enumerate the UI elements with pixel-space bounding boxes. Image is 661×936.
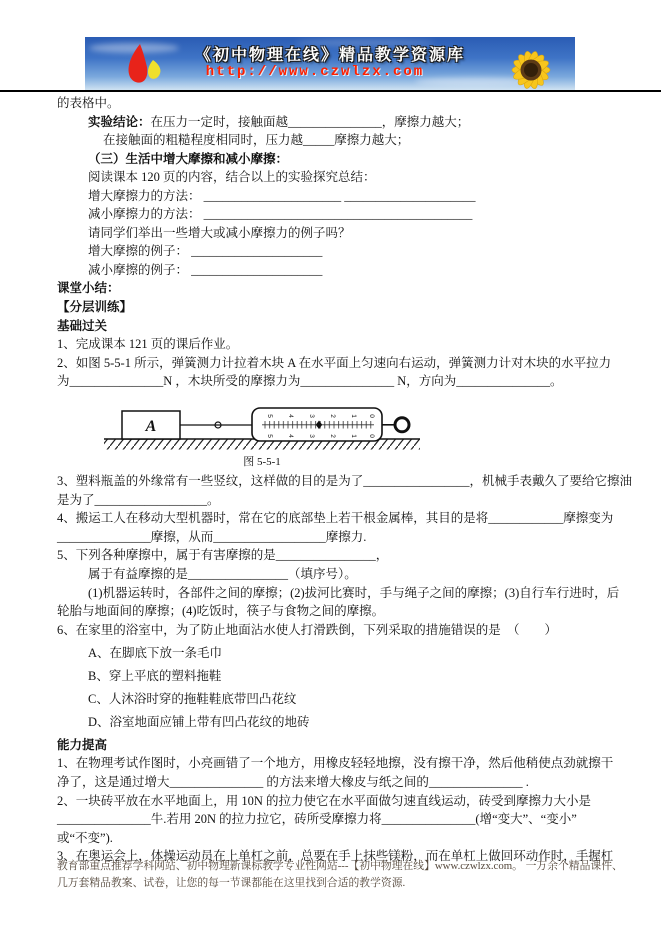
fill-in-line: 属于有益摩擦的是________________（填序号）。	[88, 567, 357, 582]
site-title: 《初中物理在线》精品教学资源库	[194, 47, 465, 64]
text-line: 1、完成课本 121 页的课后作业。	[57, 337, 239, 352]
fill-in-line: 3、塑料瓶盖的外缘常有一些竖纹，这样做的目的是为了_________________，机械手表戴久了要给它擦油	[57, 474, 633, 489]
svg-text:A: A	[145, 417, 157, 435]
svg-text:5: 5	[266, 413, 273, 418]
text-line: 3、在奥运会上，体操运动员在上单杠之前，总要在手上抹些镁粉，而在单杠上做回环动作时，手握杠	[57, 849, 614, 864]
text-line: 2、如图 5-5-1 所示，弹簧测力计拉着木块 A 在水平面上匀速向右运动，弹簧测力计对木块的水平拉力	[57, 355, 612, 370]
choice-option-b: B、穿上平底的塑料拖鞋	[88, 668, 222, 683]
text-line: 阅读课本 120 页的内容，结合以上的实验探究总结：	[88, 170, 376, 185]
text-line: 2、一块砖平放在水平地面上，用 10N 的拉力使它在水平面做匀速直线运动，砖受到摩擦力大小是	[57, 793, 592, 808]
svg-text:1: 1	[350, 413, 357, 418]
text-line: 6、在家里的浴室中，为了防止地面沾水使人打滑跌倒，下列采取的措施错误的是 （ ）	[57, 622, 558, 637]
section-heading: 基础过关	[57, 318, 108, 333]
rope	[180, 422, 252, 428]
sunflower-icon	[495, 38, 573, 90]
section-heading: 课堂小结：	[57, 281, 120, 296]
fill-in-line: 减小摩擦的例子： _____________________	[88, 262, 323, 277]
svg-text:4: 4	[287, 413, 294, 418]
svg-text:0: 0	[368, 413, 375, 418]
section-heading: （三）生活中增大摩擦和减小摩擦：	[88, 151, 289, 166]
footer-line: 教育部重点推荐学科网站、初中物理新课标教学专业性网站---【初中物理在线】www.czwlzx.com。 一万余个精品课件、	[57, 860, 623, 872]
text-line: 请同学们举出一些增大或减小摩擦力的例子吗？	[88, 225, 351, 240]
horizontal-rule	[0, 90, 661, 92]
block-a	[122, 411, 180, 439]
choice-option-d: D、浴室地面应铺上带有凹凸花纹的地砖	[88, 714, 310, 729]
section-heading: 能力提高	[57, 737, 108, 752]
text-line: 在接触面的粗糙程度相同时，压力越_____摩擦力越大；	[103, 133, 410, 148]
fill-in-line: 为_______________N ，木块所受的摩擦力为_______________ N，方向为_______________。	[57, 374, 563, 389]
page-footer	[57, 858, 623, 891]
scale-ring	[382, 418, 409, 432]
svg-text:0: 0	[368, 433, 375, 438]
section-heading: 【分层训练】	[57, 300, 133, 315]
fill-in-line: 5、下列各种摩擦中，属于有害摩擦的是________________，	[57, 548, 389, 563]
svg-text:2: 2	[329, 433, 336, 438]
fill-in-line: 减小摩擦力的方法： ___________________________________________	[88, 207, 473, 222]
fill-in-line: _______________摩擦，从而__________________摩擦力.	[57, 529, 367, 544]
figure-5-5-1	[102, 396, 422, 452]
text-line: 1、在物理考试作图时，小亮画错了一个地方，用橡皮轻轻地擦，没有擦干净，然后他稍使点劲就擦干	[57, 756, 614, 771]
figure-caption: 图 5-5-1	[243, 456, 281, 469]
text-line: 实验结论：在压力一定时，接触面越_______________，摩擦力越大；	[88, 114, 470, 129]
fill-in-line: 增大摩擦力的方法： ______________________ _____________________	[88, 188, 476, 203]
choice-option-c: C、人沐浴时穿的拖鞋鞋底带凹凸花纹	[88, 691, 297, 706]
fill-in-line: 4、搬运工人在移动大型机器时，常在它的底部垫上若干根金属棒，其目的是将____________摩擦变为	[57, 511, 614, 526]
site-banner	[85, 37, 575, 90]
fill-in-line: 增大摩擦的例子： _____________________	[88, 244, 323, 259]
fill-in-line: 是为了__________________。	[57, 492, 220, 507]
svg-text:1: 1	[350, 433, 357, 438]
footer-line: 几万套精品教案、试卷，让您的每一节课都能在这里找到合适的教学资源.	[57, 876, 406, 889]
fill-in-line: 净了，这是通过增大_______________ 的方法来增大橡皮与纸之间的_______________ .	[57, 775, 529, 789]
svg-text:3: 3	[308, 413, 315, 418]
svg-text:5: 5	[266, 433, 273, 438]
spring-scale	[252, 408, 382, 441]
choice-option-a: A、在脚底下放一条毛巾	[88, 645, 223, 660]
text-line: 的表格中。	[57, 96, 120, 110]
fill-in-line: _______________牛.若用 20N 的拉力拉它，砖所受摩擦力将_______________(增“变大”、“变小”	[57, 812, 577, 827]
svg-text:4: 4	[287, 433, 294, 438]
text-line: 轮胎与地面间的摩擦；(4)吃饭时，筷子与食物之间的摩擦。	[57, 604, 385, 619]
text-line: (1)机器运转时，各部件之间的摩擦；(2)拔河比赛时，手与绳子之间的摩擦；(3)自行车行进时，后	[88, 585, 620, 600]
svg-text:3: 3	[308, 433, 315, 438]
site-url: http://www.czwlzx.com	[205, 64, 425, 80]
text-line: 或“不变”).	[57, 830, 113, 845]
svg-text:2: 2	[329, 413, 336, 418]
